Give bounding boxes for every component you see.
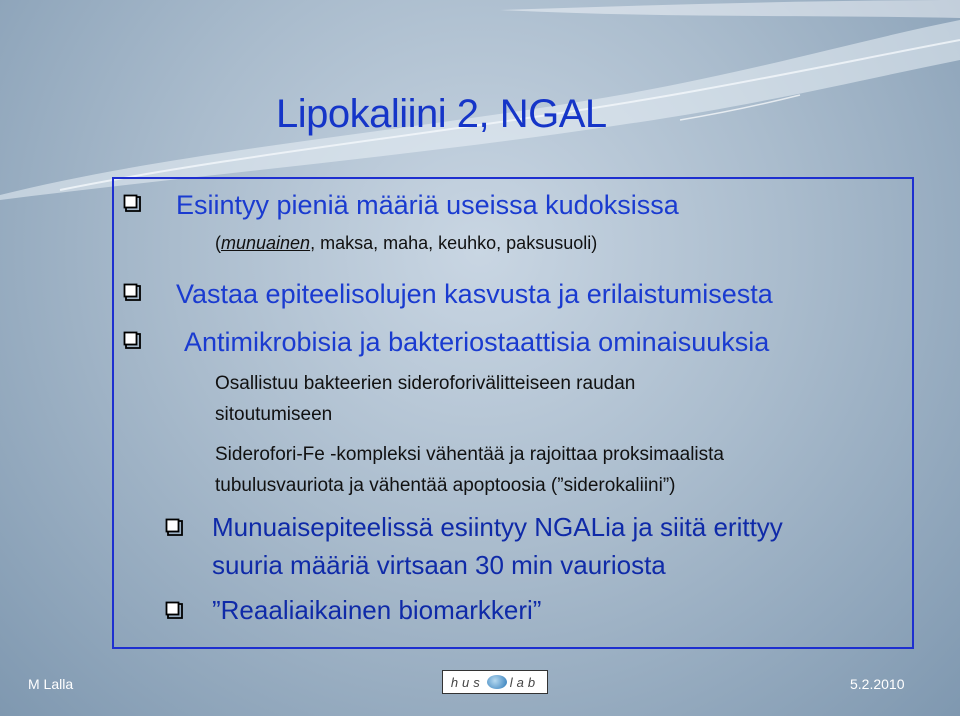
bullet-kidney-line2: suuria määriä virtsaan 30 min vauriosta — [212, 550, 666, 580]
siderophore-line2: tubulusvauriota ja vähentää apoptoosia (”siderokaliini”) — [215, 475, 676, 496]
tissue-kidney: munuainen — [221, 233, 311, 253]
slide-title: Lipokaliini 2, NGAL — [276, 92, 607, 136]
bullet-kidney-line1: Munuaisepiteelissä esiintyy NGALia ja siitä erittyy — [212, 512, 783, 542]
logo-text-lab: lab — [509, 674, 540, 690]
logo-text-hus: hus — [450, 674, 484, 690]
bullet-occurrence: Esiintyy pieniä määriä useissa kudoksissa — [176, 190, 679, 220]
footer-date: 5.2.2010 — [850, 676, 905, 692]
paren-open: ( — [215, 233, 221, 253]
checkbox-bullet-icon — [123, 283, 142, 302]
footer-author: M Lalla — [28, 676, 74, 692]
bullet-antimicrobial: Antimikrobisia ja bakteriostaattisia ominaisuuksia — [184, 327, 770, 357]
bullet-growth: Vastaa epiteelisolujen kasvusta ja erilaistumisesta — [176, 279, 773, 309]
huslab-logo — [442, 670, 548, 694]
checkbox-bullet-icon — [165, 518, 184, 537]
checkbox-bullet-icon — [123, 194, 142, 213]
iron-binding-line1: Osallistuu bakteerien sideroforivälitteiseen raudan — [215, 373, 636, 394]
bullet-biomarker: ”Reaaliaikainen biomarkkeri” — [212, 595, 542, 625]
iron-binding-line2: sitoutumiseen — [215, 404, 333, 425]
tissue-list: , maksa, maha, keuhko, paksusuoli) — [310, 233, 598, 253]
logo-globe-icon — [487, 675, 507, 689]
checkbox-bullet-icon — [123, 331, 142, 350]
siderophore-line1: Siderofori-Fe -kompleksi vähentää ja rajoittaa proksimaalista — [215, 444, 725, 465]
occurrence-tissues — [215, 233, 597, 254]
checkbox-bullet-icon — [165, 601, 184, 620]
